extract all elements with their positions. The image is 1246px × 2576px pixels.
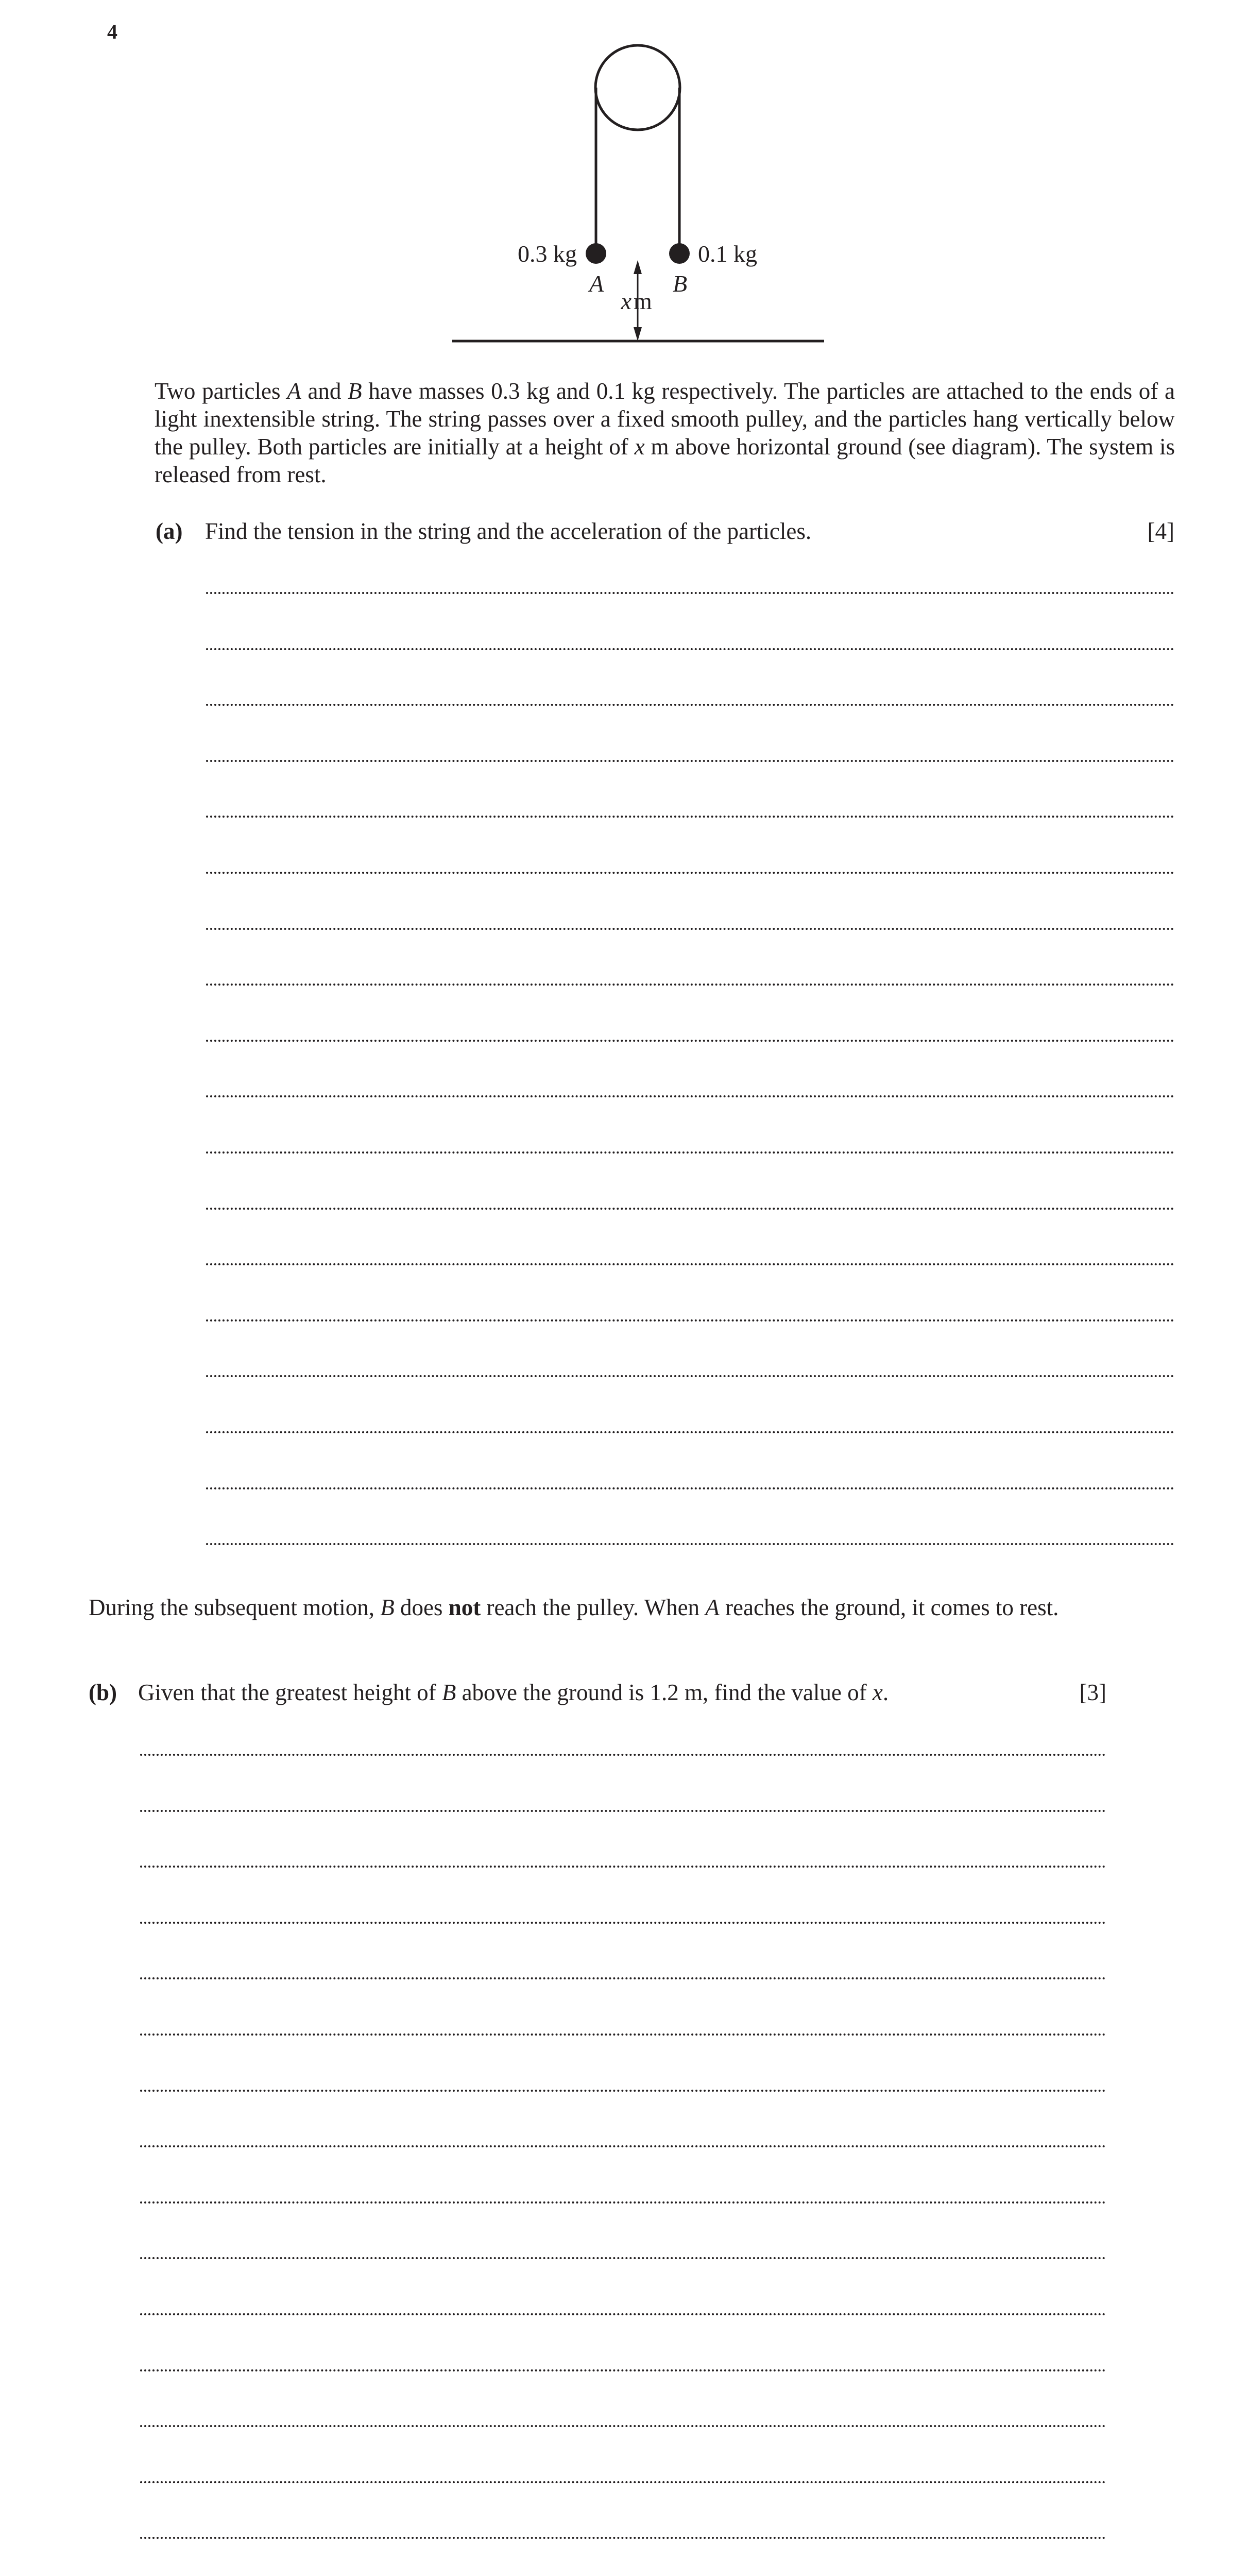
answer-line[interactable] [140,2033,1106,2036]
answer-line[interactable] [206,1208,1174,1210]
answer-line[interactable] [140,2425,1106,2427]
answer-line[interactable] [140,2481,1106,2483]
answer-line[interactable] [140,1977,1106,1979]
answer-line[interactable] [206,984,1174,986]
answer-line[interactable] [140,2145,1106,2147]
answer-line[interactable] [140,1810,1106,1812]
intro-paragraph: Two particles A and B have masses 0.3 kg and 0.1 kg respectively. The particles are attached to the ends of a light inextensible string. The string passes over a fixed smooth pulley, and the particles hang vertically below the pulley. Both particles are initially at a height of x m above horizontal ground (see diagram). The system is released from rest. [155,378,1175,487]
answer-line[interactable] [206,1375,1174,1377]
particle-b-label: B [672,270,688,297]
answer-line[interactable] [140,2257,1106,2259]
answer-line[interactable] [206,592,1174,594]
part-a-marks: [4] [1147,518,1174,544]
answer-line[interactable] [140,2369,1106,2371]
part-a-label: (a) [156,518,183,544]
page-number: 4 [107,20,117,43]
answer-line[interactable] [206,648,1174,650]
answer-line[interactable] [140,2313,1106,2315]
particle-b [669,243,690,264]
height-unit-label: m [634,288,652,314]
height-arrow-up-icon [634,260,642,274]
answer-line[interactable] [206,1487,1174,1489]
answer-line[interactable] [140,2537,1106,2539]
height-variable-label: x [621,288,631,314]
answer-line[interactable] [206,1151,1174,1154]
part-a-answer-area[interactable] [206,592,1174,1550]
answer-line[interactable] [206,872,1174,874]
part-b-question: Given that the greatest height of B above the ground is 1.2 m, find the value of x. [138,1680,889,1705]
answer-line[interactable] [140,1754,1106,1756]
particle-a-label: A [589,270,604,297]
answer-line[interactable] [206,928,1174,930]
mass-b-label: 0.1 kg [698,241,757,267]
part-a-question: Find the tension in the string and the acceleration of the particles. [205,518,812,544]
height-arrow-down-icon [634,327,642,341]
answer-line[interactable] [206,1431,1174,1433]
answer-line[interactable] [206,1040,1174,1042]
part-b-answer-area[interactable] [140,1754,1106,2576]
answer-line[interactable] [206,760,1174,762]
particle-a [586,243,606,264]
answer-line[interactable] [140,2090,1106,2092]
answer-line[interactable] [140,1922,1106,1924]
mass-a-label: 0.3 kg [518,241,577,267]
answer-line[interactable] [206,704,1174,706]
answer-line[interactable] [206,816,1174,818]
middle-paragraph: During the subsequent motion, B does not reach the pulley. When A reaches the ground, it comes to rest. [89,1595,1059,1620]
answer-line[interactable] [206,1095,1174,1097]
pulley-wheel [595,45,680,130]
answer-line[interactable] [206,1543,1174,1545]
answer-line[interactable] [206,1319,1174,1321]
pulley-diagram [0,0,1246,371]
part-b-label: (b) [89,1680,117,1705]
part-b-marks: [3] [1079,1680,1106,1705]
answer-line[interactable] [140,1866,1106,1868]
answer-line[interactable] [140,2201,1106,2204]
answer-line[interactable] [206,1263,1174,1265]
